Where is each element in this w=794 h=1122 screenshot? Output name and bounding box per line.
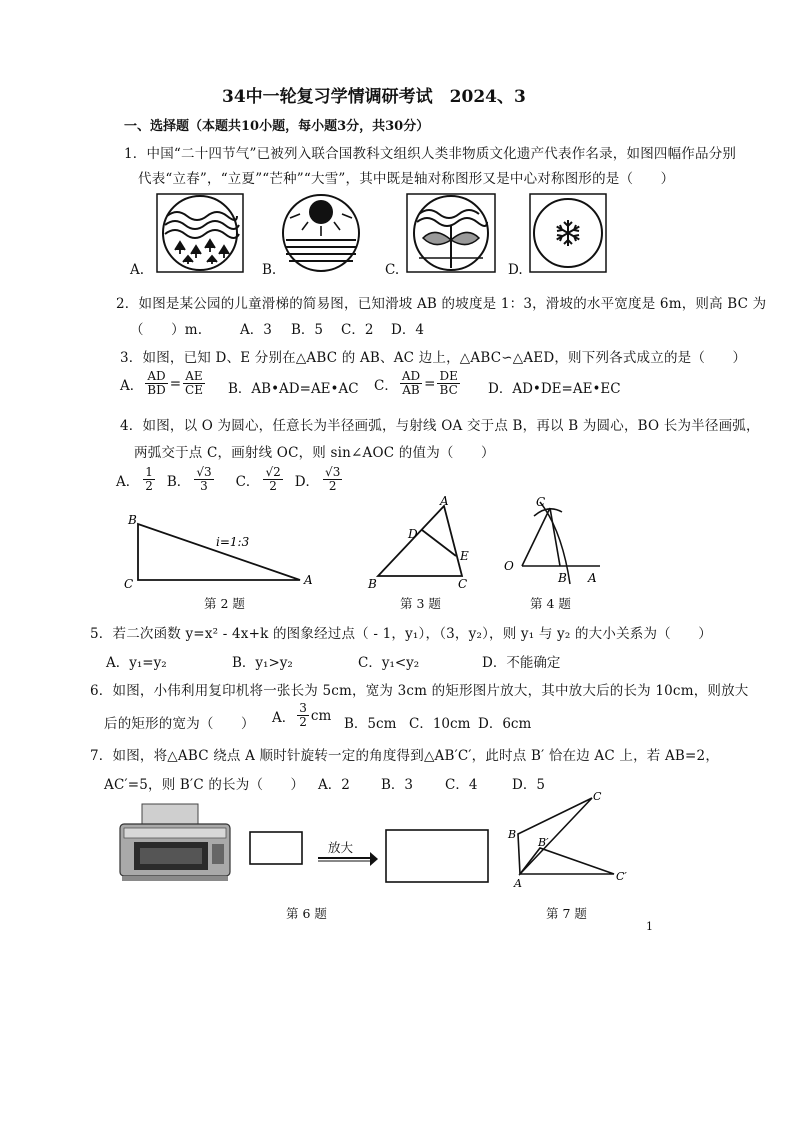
q5-line1: 5．若二次函数 y=x² - 4x+k 的图象经过点（ - 1，y₁），（3，y₂），则 y₁ 与 y₂ 的大小关系为（ ）: [90, 626, 712, 642]
q3-option-c: [374, 370, 462, 397]
q3-option-c-label: C．: [374, 377, 398, 394]
fig3-label-e: E: [460, 549, 469, 563]
q3-c-num1: AD: [401, 369, 421, 383]
q3-option-d: D．AD•DE=AE•EC: [488, 381, 621, 397]
fig7-triangle-ab1c1: [520, 848, 614, 874]
q6-option-a-fraction: [297, 702, 309, 729]
q1-figure-b: [280, 192, 362, 274]
q4-option-a-fraction: [143, 466, 155, 493]
fig3-label-d: D: [408, 527, 418, 541]
fig7-label-b-prime: B′: [538, 836, 549, 849]
q7-line2: AC′=5，则 B′C 的长为（ ）: [104, 777, 305, 793]
fig3-label-b: B: [368, 577, 377, 591]
q3-option-b: B．AB•AD=AE•AC: [228, 381, 359, 397]
q2-option-a: A．3: [240, 322, 272, 338]
q1-option-a: A.: [130, 262, 145, 278]
fig4-label-o: O: [504, 559, 514, 573]
q4-option-b-label: B．: [166, 473, 191, 490]
q6-option-d: D．6cm: [478, 716, 532, 732]
q4-c-den: 2: [269, 479, 277, 493]
q5-option-d: D．不能确定: [482, 655, 561, 671]
q1-option-b: B.: [262, 262, 277, 278]
fig7-label-b: B: [508, 828, 517, 841]
fig2-label-b: B: [128, 513, 137, 527]
figure-2: [118, 508, 318, 590]
q3-a-fraction-1: [145, 370, 167, 397]
fig6-small-rectangle: [246, 828, 306, 868]
q3-a-eq: =: [169, 375, 182, 392]
q4-option-d-label: D．: [294, 473, 320, 490]
q4-options: [116, 466, 344, 493]
q4-b-num: √3: [196, 465, 212, 479]
page-number: 1: [646, 920, 653, 933]
fig3-label-c: C: [458, 577, 468, 591]
q6-a-num: 3: [299, 701, 307, 715]
fig4-ray-oc: [522, 508, 550, 566]
fig3-caption: 第 3 题: [400, 596, 441, 611]
q1-line2: 代表“立春”，“立夏”“芒种”“大雪”，其中既是轴对称图形又是中心对称图形的是（ ）: [138, 171, 675, 187]
q7-option-a: A．2: [318, 777, 350, 793]
q1-figure-c: [405, 192, 497, 274]
q5-option-b: B．y₁>y₂: [232, 655, 293, 671]
fig4-label-b: B: [558, 571, 567, 585]
fig4-label-c: C: [536, 495, 546, 509]
q3-a-num1: AD: [147, 369, 166, 383]
q1-option-d: D.: [508, 262, 523, 278]
q2-line1: 2．如图是某公园的儿童滑梯的简易图，已知滑坡 AB 的坡度是 1：3，滑坡的水平宽度是 6m，则高 BC 为: [116, 296, 767, 312]
q4-a-num: 1: [145, 465, 153, 479]
q1-figure-a: [155, 192, 245, 274]
q4-option-c-fraction: [263, 466, 282, 493]
q7-line1: 7．如图，将△ABC 绕点 A 顺时针旋转一定的角度得到△AB′C′，此时点 B′ 恰在边 AC 上，若 AB=2，: [90, 748, 720, 764]
q3-a-fraction-2: [183, 370, 205, 397]
q6-a-den: 2: [299, 715, 307, 729]
q6-line1: 6．如图，小伟利用复印机将一张长为 5cm，宽为 3cm 的矩形图片放大，其中放大后的长为 10cm，则放大: [90, 683, 749, 699]
q6-option-a-label: A．: [272, 709, 296, 726]
q3-a-den1: BD: [147, 383, 166, 397]
fig2-label-a: A: [304, 573, 313, 587]
q4-option-c-label: C．: [235, 473, 260, 490]
fig6-arrow-label: 放大: [328, 840, 354, 855]
fig4-label-a: A: [588, 571, 597, 585]
q4-line2: 两弧交于点 C，画射线 OC，则 sin∠AOC 的值为（ ）: [134, 445, 495, 461]
q3-c-num2: DE: [439, 369, 458, 383]
q4-b-den: 3: [200, 479, 208, 493]
q3-line1: 3．如图，已知 D、E 分别在△ABC 的 AB、AC 边上，△ABC∽△AED，则下列各式成立的是（ ）: [120, 350, 747, 366]
q3-c-den2: BC: [439, 383, 458, 397]
fig7-label-a: A: [514, 877, 522, 890]
fig7-label-c-prime: C′: [616, 870, 627, 883]
q1-figure-d: [528, 192, 608, 274]
q4-option-a-label: A．: [116, 473, 140, 490]
q4-a-den: 2: [145, 479, 153, 493]
figure-7: [504, 788, 634, 892]
q5-option-a: A．y₁=y₂: [106, 655, 167, 671]
fig6-large-rectangle: [382, 826, 492, 886]
fig7-label-c: C: [593, 790, 602, 803]
fig6-arrow: [316, 850, 380, 866]
q2-line2: （ ）m.: [130, 322, 203, 338]
fig6-caption: 第 6 题: [286, 906, 327, 921]
section-header: 一、选择题（本题共10小题，每小题3分，共30分）: [124, 119, 430, 134]
q4-d-num: √3: [325, 465, 341, 479]
q7-option-d: D．5: [512, 777, 545, 793]
q4-c-num: √2: [265, 465, 281, 479]
q4-line1: 4．如图，以 O 为圆心，任意长为半径画弧，与射线 OA 交于点 B，再以 B 为圆心，BO 长为半径画弧，: [120, 418, 760, 434]
q6-option-c: C．10cm: [409, 716, 471, 732]
q2-option-b: B．5: [291, 322, 324, 338]
q3-c-eq: =: [424, 375, 436, 392]
q7-option-b: B．3: [381, 777, 414, 793]
printer-image: [112, 800, 238, 884]
fig2-slope: i=1:3: [216, 535, 250, 549]
q4-option-b-fraction: [194, 466, 213, 493]
q2-option-d: D．4: [391, 322, 424, 338]
fig4-caption: 第 4 题: [530, 596, 571, 611]
q6-line2: 后的矩形的宽为（ ）: [104, 716, 255, 732]
q3-c-fraction-2: [437, 370, 459, 397]
q3-option-a-label: A．: [120, 377, 144, 394]
q5-option-c: C．y₁<y₂: [358, 655, 420, 671]
fig3-triangle: [378, 506, 462, 576]
q6-option-b: B．5cm: [344, 716, 397, 732]
exam-title: 34中一轮复习学情调研考试 2024、3: [222, 87, 526, 107]
fig2-label-c: C: [124, 577, 134, 590]
q3-option-a: [120, 370, 207, 397]
q3-a-den2: CE: [185, 383, 203, 397]
fig2-caption: 第 2 题: [204, 596, 245, 611]
fig3-label-a: A: [440, 494, 449, 508]
q7-option-c: C．4: [445, 777, 478, 793]
fig7-caption: 第 7 题: [546, 906, 587, 921]
q4-option-d-fraction: [323, 466, 342, 493]
q6-option-a-unit: cm: [310, 707, 332, 724]
q4-d-den: 2: [328, 479, 337, 493]
q6-option-a: [272, 702, 331, 729]
q1-option-c: C.: [385, 262, 400, 278]
q3-a-num2: AE: [185, 369, 203, 383]
q3-c-den1: AB: [402, 383, 420, 397]
fig2-triangle: [138, 524, 300, 580]
figure-3: [364, 494, 476, 592]
q2-option-c: C．2: [341, 322, 374, 338]
q3-c-fraction-1: [400, 370, 422, 397]
figure-4: [500, 490, 606, 586]
q1-line1: 1．中国“二十四节气”已被列入联合国教科文组织人类非物质文化遗产代表作名录，如图四幅作品分别: [124, 146, 737, 162]
